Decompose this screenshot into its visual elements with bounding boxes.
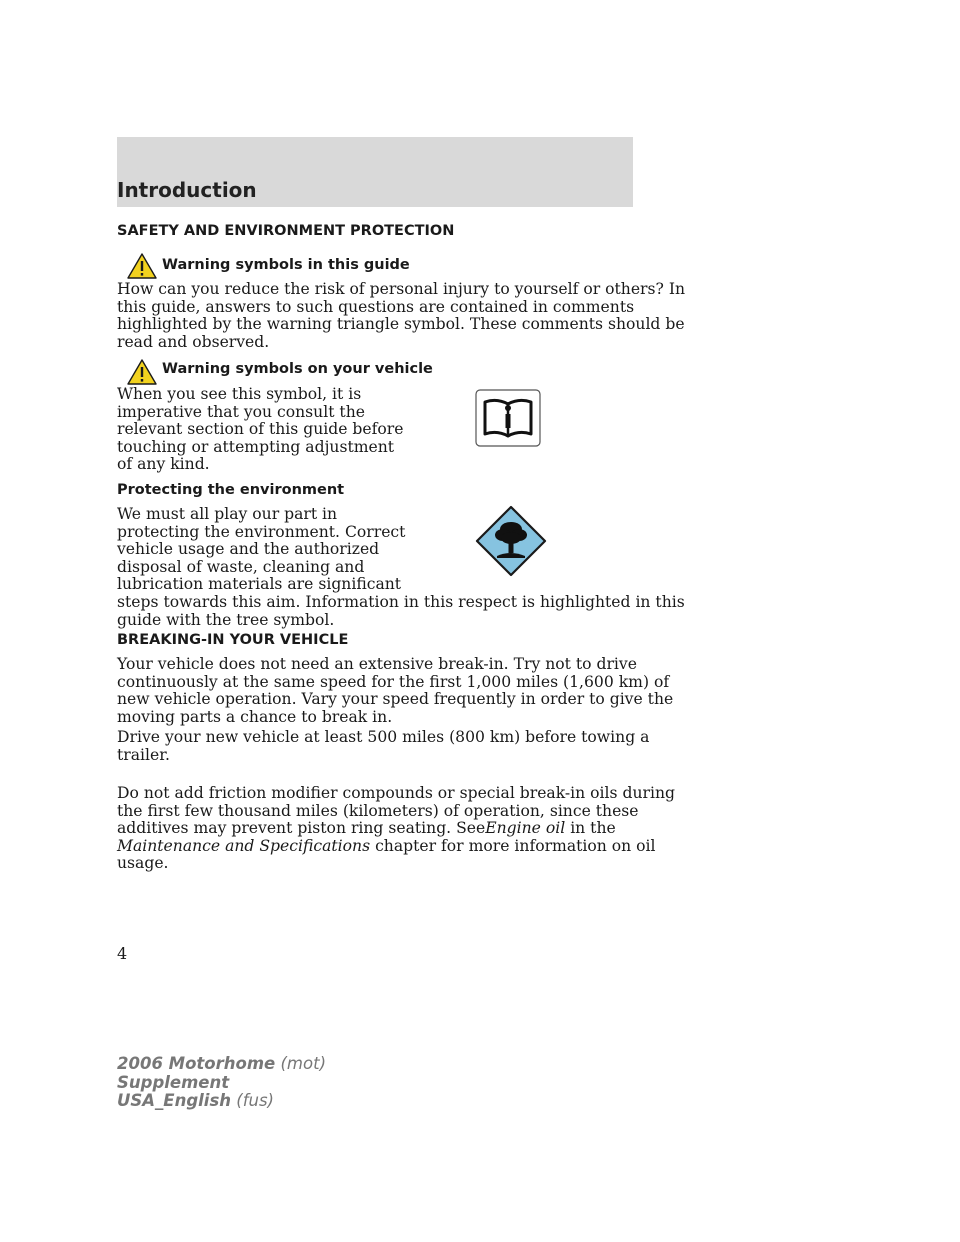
footer-line	[117, 1092, 326, 1111]
warning-triangle-icon	[127, 359, 157, 385]
text-line: We must all play our part in	[117, 505, 338, 523]
footer-market-code: (fus)	[231, 1091, 274, 1110]
footer-line	[117, 1055, 326, 1074]
warning-vehicle-paragraph	[117, 386, 403, 474]
text-line: When you see this symbol, it is	[117, 385, 362, 403]
footer-doc-type: Supplement	[117, 1072, 230, 1092]
text-line: highlighted by the warning triangle symbol. These comments should be	[117, 315, 685, 334]
text-line: Your vehicle does not need an extensive break-in. Try not to drive	[117, 655, 637, 673]
text-line: read and observed.	[117, 332, 270, 351]
text-line: relevant section of this guide before	[117, 420, 404, 439]
environment-heading: Protecting the environment	[117, 482, 345, 498]
text-line: new vehicle operation. Vary your speed frequently in order to give the	[117, 690, 674, 709]
text-segment: chapter for more information on oil	[370, 836, 656, 855]
text-line: protecting the environment. Correct	[117, 522, 406, 541]
text-line: imperative that you consult the	[117, 402, 365, 421]
text-line: moving parts a chance to break in.	[117, 707, 393, 726]
text-line: trailer.	[117, 745, 170, 764]
chapter-reference: Maintenance and Specifications	[117, 836, 371, 855]
footer-market: USA_English	[117, 1091, 232, 1110]
footer-line	[117, 1074, 326, 1093]
warning-guide-heading: Warning symbols in this guide	[162, 257, 410, 273]
warning-guide-paragraph	[117, 281, 685, 351]
engine-oil-reference: Engine oil	[485, 819, 566, 838]
breakin-heading: BREAKING-IN YOUR VEHICLE	[117, 632, 349, 648]
breakin-paragraph-2	[117, 729, 649, 764]
breakin-paragraph-1	[117, 656, 673, 726]
text-line: Do not add friction modifier compounds or special break-in oils during	[117, 784, 675, 802]
consult-manual-icon	[475, 389, 541, 447]
footer-model: 2006 Motorhome	[117, 1054, 276, 1073]
text-line: Drive your new vehicle at least 500 miles (800 km) before towing a	[117, 728, 650, 746]
footer	[117, 1055, 326, 1111]
text-line: steps towards this aim. Information in this respect is highlighted in this	[117, 592, 685, 611]
text-line	[117, 838, 675, 856]
text-line: the first few thousand miles (kilometers) of operation, since these	[117, 801, 639, 820]
text-line: touching or attempting adjustment	[117, 437, 395, 456]
footer-model-code: (mot)	[275, 1054, 327, 1073]
section-title: Introduction	[117, 178, 257, 202]
page-number: 4	[117, 944, 128, 963]
breakin-paragraph-3	[117, 785, 675, 873]
text-line: vehicle usage and the authorized	[117, 540, 380, 559]
environment-paragraph	[117, 506, 685, 629]
text-line: this guide, answers to such questions are contained in comments	[117, 297, 635, 316]
text-segment: additives may prevent piston ring seating. See	[117, 819, 486, 838]
text-line: How can you reduce the risk of personal injury to yourself or others? In	[117, 280, 686, 298]
text-line: continuously at the same speed for the first 1,000 miles (1,600 km) of	[117, 672, 670, 691]
text-line: usage.	[117, 854, 169, 873]
text-line	[117, 820, 675, 838]
warning-vehicle-heading: Warning symbols on your vehicle	[162, 361, 433, 377]
text-line: of any kind.	[117, 455, 210, 474]
warning-triangle-icon	[127, 253, 157, 279]
text-segment: in the	[565, 819, 616, 838]
text-line: lubrication materials are significant	[117, 575, 402, 594]
text-line: guide with the tree symbol.	[117, 610, 335, 629]
safety-heading: SAFETY AND ENVIRONMENT PROTECTION	[117, 223, 455, 239]
text-line: disposal of waste, cleaning and	[117, 557, 365, 576]
